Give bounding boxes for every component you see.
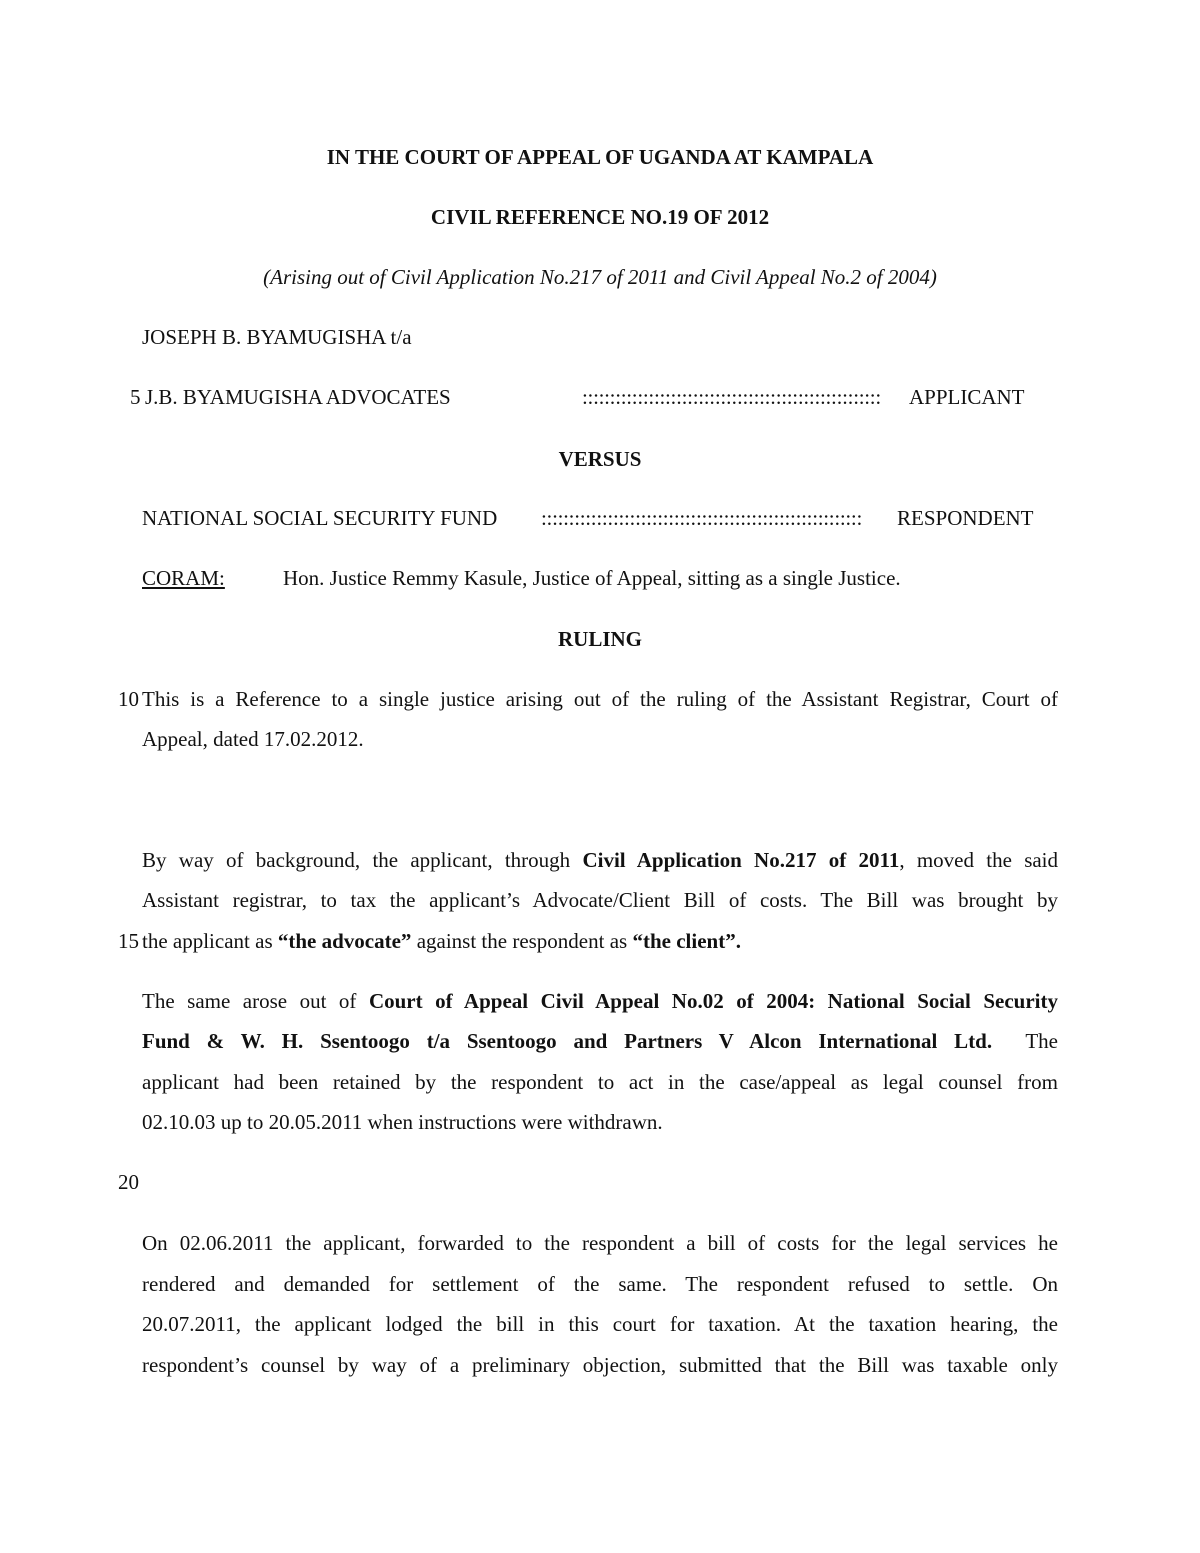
respondent-dots: :::::::::::::::::::::::::::::::::::::::::::::::::::::::::: [541, 506, 863, 530]
para2-line2: Assistant registrar, to tax the applicant’s Advocate/Client Bill of costs. The Bill was brought by [142, 888, 1058, 912]
reference-number: CIVIL REFERENCE NO.19 OF 2012 [430, 205, 770, 229]
para2-text: against the respondent as [416, 929, 628, 953]
para3-line2 [142, 1029, 1058, 1054]
versus-heading: VERSUS [558, 447, 642, 471]
applicant-firm-line: J.B. BYAMUGISHA ADVOCATES [145, 385, 451, 409]
para2-line3 [142, 929, 741, 954]
para2-text: the applicant as [142, 929, 273, 953]
para3-line3: applicant had been retained by the respondent to act in the case/appeal as legal counsel from [142, 1070, 1058, 1094]
arising-out-line: (Arising out of Civil Application No.217 of 2011 and Civil Appeal No.2 of 2004) [263, 265, 937, 289]
para3-line4: 02.10.03 up to 20.05.2011 when instructions were withdrawn. [142, 1110, 663, 1134]
respondent-role: RESPONDENT [897, 506, 1034, 530]
coram-text: Hon. Justice Remmy Kasule, Justice of Appeal, sitting as a single Justice. [283, 566, 901, 590]
case-citation: Fund & W. H. Ssentoogo t/a Ssentoogo and Partners V Alcon International Ltd. [142, 1029, 993, 1053]
coram-label-text: CORAM: [142, 566, 225, 590]
applicant-dots: :::::::::::::::::::::::::::::::::::::::::::::::::::::: [582, 385, 881, 409]
para2-text: , moved the said [899, 848, 1059, 872]
line-number: 10 [118, 687, 139, 711]
line-number: 20 [118, 1170, 139, 1194]
para4-line4: respondent’s counsel by way of a preliminary objection, submitted that the Bill was taxable only [142, 1353, 1058, 1377]
para4-line3: 20.07.2011, the applicant lodged the bill in this court for taxation. At the taxation hearing, the [142, 1312, 1058, 1336]
case-citation: Civil Application No.217 of 2011 [582, 848, 900, 872]
para1-line1: This is a Reference to a single justice arising out of the ruling of the Assistant Registrar, Court of [142, 687, 1058, 711]
applicant-name-line: JOSEPH B. BYAMUGISHA t/a [142, 325, 412, 349]
applicant-role: APPLICANT [909, 385, 1025, 409]
para3-text: The [1025, 1029, 1058, 1053]
respondent-name: NATIONAL SOCIAL SECURITY FUND [142, 506, 498, 530]
para3-line1 [142, 989, 1058, 1014]
para2-text: By way of background, the applicant, through [142, 848, 571, 872]
line-number: 15 [118, 929, 139, 953]
para1-line2: Appeal, dated 17.02.2012. [142, 727, 364, 751]
line-number: 5 [130, 385, 141, 409]
ruling-heading: RULING [557, 627, 642, 651]
case-citation: Court of Appeal Civil Appeal No.02 of 2004: National Social Security [368, 989, 1059, 1013]
defined-term: “the client”. [632, 929, 741, 953]
para2-line1 [142, 848, 1058, 873]
defined-term: “the advocate” [277, 929, 412, 953]
para4-line1: On 02.06.2011 the applicant, forwarded to the respondent a bill of costs for the legal services he [142, 1231, 1058, 1255]
para4-line2: rendered and demanded for settlement of the same. The respondent refused to settle. On [142, 1272, 1058, 1296]
coram-label [142, 566, 225, 591]
para3-text: The same arose out of [142, 989, 357, 1013]
court-title: IN THE COURT OF APPEAL OF UGANDA AT KAMPALA [326, 145, 874, 169]
